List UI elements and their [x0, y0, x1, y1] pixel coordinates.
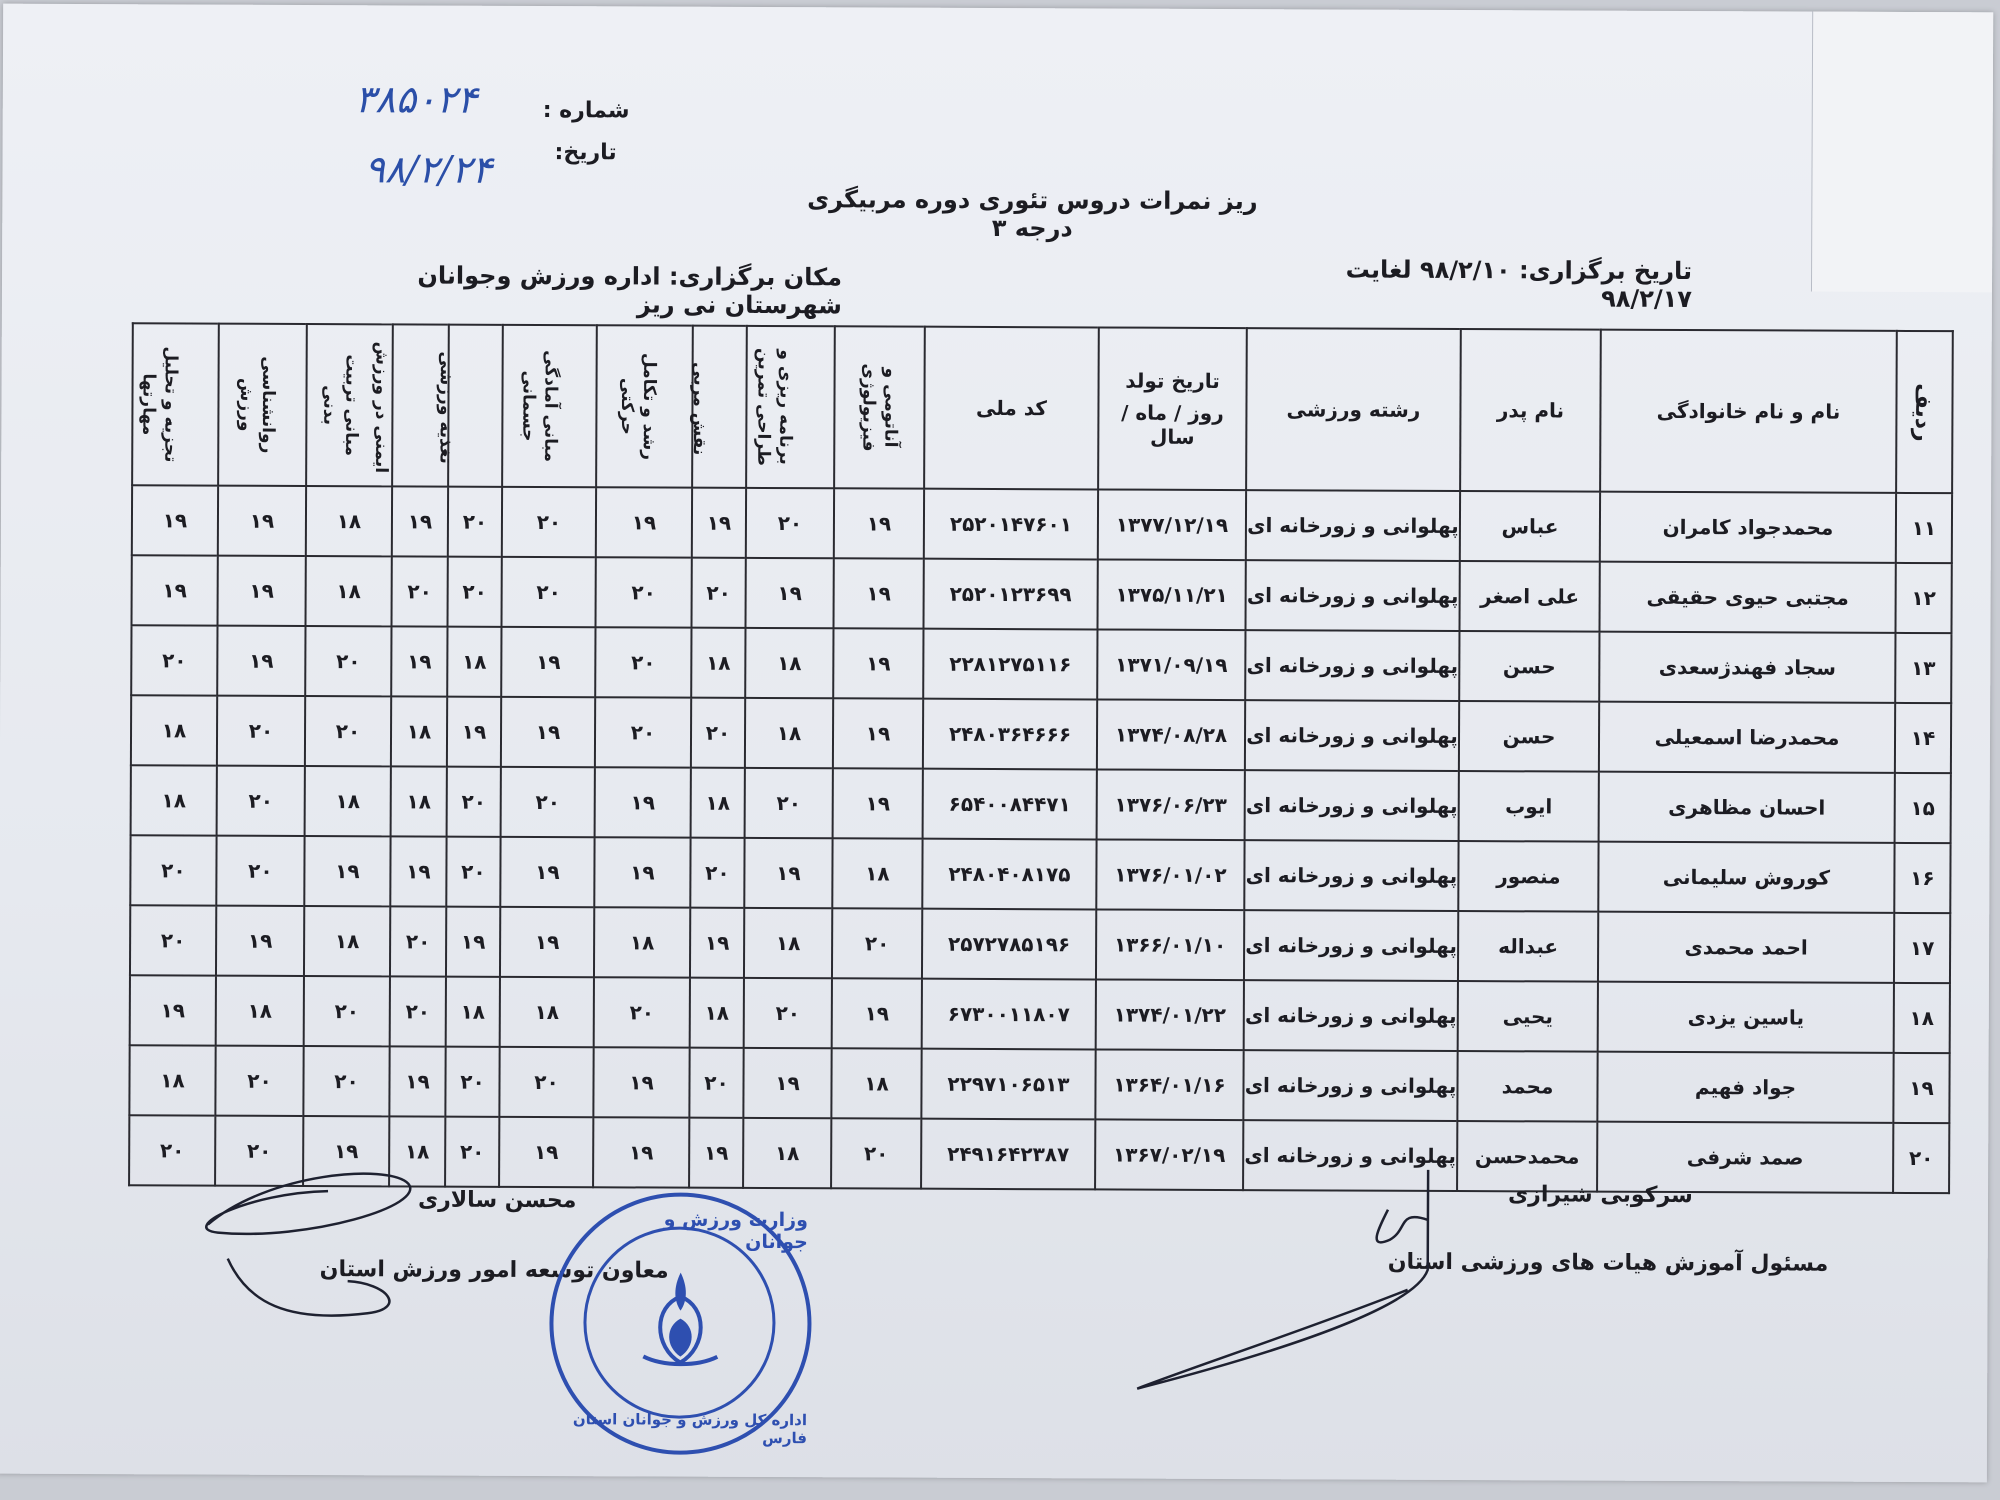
score-cell: ۲۰	[215, 1046, 303, 1116]
score-cell: ۱۸	[690, 978, 744, 1048]
emblem-icon	[633, 1266, 727, 1376]
score-cell: ۱۸	[744, 908, 832, 978]
name-cell: جواد فهیم	[1597, 1052, 1893, 1123]
score-cell: ۲۰	[390, 976, 446, 1046]
name-cell: محمدرضا اسمعیلی	[1599, 702, 1895, 773]
number-label: شماره :	[542, 98, 630, 124]
header-subject: روانشناسی ورزش	[218, 324, 307, 486]
score-cell: ۲۰	[445, 1047, 499, 1117]
score-cell: ۱۹	[593, 1047, 689, 1117]
name-cell: مجتبی حیوی حقیقی	[1599, 562, 1895, 633]
score-cell: ۲۰	[390, 906, 446, 976]
table-row	[131, 625, 1951, 703]
table-row	[131, 695, 1951, 773]
number-handwritten: ۳۸۵۰۲۴	[354, 77, 478, 122]
official-stamp	[549, 1192, 812, 1455]
birth-date-cell: ۱۳۷۴/۰۱/۲۲	[1096, 979, 1244, 1050]
sport-cell: پهلوانی و زورخانه ای	[1244, 840, 1458, 911]
score-cell: ۱۸	[131, 765, 217, 835]
score-cell: ۲۰	[448, 557, 502, 627]
score-cell: ۲۰	[502, 557, 596, 627]
name-cell: سجاد فهندژسعدی	[1599, 632, 1895, 703]
score-cell: ۱۹	[689, 1118, 743, 1188]
row-number-cell: ۱۱	[1896, 493, 1952, 563]
header-subject: تجزیه و تحلیل مهارتها	[132, 323, 219, 485]
score-cell: ۱۸	[129, 1045, 215, 1115]
header-subject: تغذیه ورزشی	[448, 325, 503, 487]
sport-cell: پهلوانی و زورخانه ای	[1245, 630, 1459, 701]
national-id-cell: ۶۷۳۰۰۱۱۸۰۷	[922, 979, 1096, 1050]
score-cell: ۱۸	[306, 486, 392, 556]
row-number-cell: ۱۶	[1894, 843, 1950, 913]
score-cell: ۲۰	[832, 908, 922, 978]
score-cell: ۲۰	[217, 766, 305, 836]
header-subject: آناتومی و فیزیولوژی	[834, 326, 925, 488]
score-cell: ۱۹	[833, 628, 923, 698]
score-cell: ۱۹	[690, 908, 744, 978]
page-title: ریز نمرات دروس تئوری دوره مربیگری درجه ۳	[807, 185, 1258, 243]
father-name-cell: ایوب	[1459, 771, 1599, 842]
score-cell: ۱۹	[218, 486, 306, 556]
score-cell: ۱۹	[833, 558, 923, 628]
row-number-cell: ۱۳	[1895, 633, 1951, 703]
score-cell: ۲۰	[746, 488, 834, 558]
header-father: نام پدر	[1460, 329, 1601, 492]
score-cell: ۱۸	[304, 906, 390, 976]
score-cell: ۲۰	[392, 556, 448, 626]
score-cell: ۲۰	[501, 767, 595, 837]
score-cell: ۱۹	[391, 626, 447, 696]
national-id-cell: ۲۵۲۰۱۴۷۶۰۱	[924, 489, 1098, 560]
score-cell: ۲۰	[690, 838, 744, 908]
header-subject: رشد و تکامل حرکتی	[596, 325, 693, 487]
score-cell: ۲۰	[594, 977, 690, 1047]
table-row	[132, 485, 1952, 563]
name-cell: احسان مظاهری	[1599, 772, 1895, 843]
score-cell: ۱۹	[596, 487, 692, 557]
right-signature	[1127, 1169, 1488, 1401]
score-cell: ۲۰	[689, 1048, 743, 1118]
score-cell: ۱۸	[594, 907, 690, 977]
header-name: نام و نام خانوادگی	[1600, 330, 1897, 493]
sport-cell: پهلوانی و زورخانه ای	[1245, 700, 1459, 771]
header-subject: نقش مربی	[692, 326, 747, 488]
score-cell: ۱۹	[745, 558, 833, 628]
score-cell: ۱۹	[389, 1046, 445, 1116]
row-number-cell: ۱۹	[1893, 1053, 1949, 1123]
score-cell: ۲۰	[445, 1117, 499, 1187]
score-cell: ۱۹	[833, 768, 923, 838]
score-cell: ۲۰	[129, 1115, 215, 1185]
national-id-cell: ۲۵۲۰۱۲۳۶۹۹	[923, 559, 1097, 630]
birth-date-cell: ۱۳۷۷/۱۲/۱۹	[1098, 489, 1246, 560]
score-cell: ۱۹	[744, 838, 832, 908]
score-cell: ۲۰	[304, 976, 390, 1046]
sport-cell: پهلوانی و زورخانه ای	[1243, 1120, 1457, 1191]
row-number-cell: ۱۲	[1895, 563, 1951, 633]
score-cell: ۱۹	[217, 626, 305, 696]
score-cell: ۱۹	[218, 556, 306, 626]
national-id-cell: ۶۵۴۰۰۸۴۴۷۱	[923, 769, 1097, 840]
right-signer-name: سرکوبی شیرازی	[1507, 1182, 1693, 1209]
score-cell: ۲۰	[131, 625, 217, 695]
score-cell: ۱۹	[500, 837, 594, 907]
table-row	[129, 1045, 1949, 1123]
birth-date-cell: ۱۳۶۴/۰۱/۱۶	[1095, 1049, 1243, 1120]
score-cell: ۱۹	[304, 836, 390, 906]
left-signature	[187, 1162, 448, 1323]
score-cell: ۱۹	[390, 836, 446, 906]
score-cell: ۲۰	[305, 696, 391, 766]
sport-cell: پهلوانی و زورخانه ای	[1246, 490, 1460, 561]
sport-cell: پهلوانی و زورخانه ای	[1243, 1050, 1457, 1121]
left-signer-name: محسن سالاری	[417, 1187, 577, 1214]
header-sport: رشته ورزشی	[1246, 328, 1461, 491]
score-cell: ۱۹	[833, 698, 923, 768]
score-cell: ۱۸	[745, 698, 833, 768]
holding-location: مکان برگزاری: اداره ورزش وجوانان شهرستان نی ریز	[417, 261, 843, 320]
right-signer-title: مسئول آموزش هیات های ورزشی استان	[1387, 1249, 1829, 1277]
row-number-cell: ۲۰	[1893, 1123, 1949, 1193]
score-cell: ۱۹	[216, 906, 304, 976]
document-sheet	[0, 4, 1993, 1483]
name-cell: محمدجواد کامران	[1600, 492, 1896, 563]
score-cell: ۱۹	[832, 978, 922, 1048]
score-cell: ۱۸	[305, 766, 391, 836]
score-cell: ۱۸	[691, 768, 745, 838]
table-row	[130, 975, 1950, 1053]
table-row	[132, 555, 1952, 633]
table-header-row	[132, 323, 1953, 493]
header-birth	[1098, 327, 1247, 490]
underlying-paper	[1811, 12, 1993, 293]
header-national-id: کد ملی	[924, 327, 1099, 490]
sport-cell: پهلوانی و زورخانه ای	[1245, 770, 1459, 841]
score-cell: ۱۹	[130, 975, 216, 1045]
score-cell: ۱۸	[446, 977, 500, 1047]
table-body	[129, 485, 1952, 1193]
sport-cell: پهلوانی و زورخانه ای	[1245, 560, 1459, 631]
score-cell: ۲۰	[215, 1116, 303, 1186]
birth-date-cell: ۱۳۷۴/۰۸/۲۸	[1097, 699, 1245, 770]
score-cell: ۱۹	[501, 697, 595, 767]
birth-date-cell: ۱۳۷۱/۰۹/۱۹	[1097, 629, 1245, 700]
score-cell: ۱۹	[303, 1116, 389, 1186]
name-cell: احمد محمدی	[1598, 912, 1894, 983]
left-signer-title: معاون توسعه امور ورزش استان	[319, 1257, 669, 1284]
stamp-top-text: وزارت ورزش و جوانان	[663, 1208, 808, 1254]
table-row	[130, 905, 1950, 983]
row-number-cell: ۱۴	[1895, 703, 1951, 773]
birth-date-cell: ۱۳۶۶/۰۱/۱۰	[1096, 909, 1244, 980]
father-name-cell: حسن	[1459, 631, 1599, 702]
header-subject: برنامه ریزی و طراحی تمرین	[746, 326, 835, 488]
score-cell: ۲۰	[303, 1046, 389, 1116]
score-cell: ۱۸	[131, 695, 217, 765]
header-subject: مبانی تربیت بدنی	[306, 324, 393, 486]
row-number-cell: ۱۸	[1894, 983, 1950, 1053]
header-row-number: ردیف	[1896, 331, 1953, 493]
father-name-cell: یحیی	[1458, 981, 1598, 1052]
score-cell: ۲۰	[448, 487, 502, 557]
score-cell: ۱۹	[446, 907, 500, 977]
grades-table	[128, 322, 1954, 1194]
national-id-cell: ۲۴۸۰۴۰۸۱۷۵	[922, 839, 1096, 910]
score-cell: ۲۰	[692, 558, 746, 628]
score-cell: ۱۸	[691, 628, 745, 698]
score-cell: ۲۰	[691, 698, 745, 768]
national-id-cell: ۲۵۷۲۷۸۵۱۹۶	[922, 909, 1096, 980]
score-cell: ۲۰	[130, 835, 216, 905]
holding-dates: تاریخ برگزاری: ۹۸/۲/۱۰ لغایت ۹۸/۲/۱۷	[1345, 255, 1693, 314]
sport-cell: پهلوانی و زورخانه ای	[1244, 910, 1458, 981]
score-cell: ۲۰	[446, 837, 500, 907]
score-cell: ۱۸	[216, 976, 304, 1046]
header-birth-line2: روز / ماه / سال	[1121, 400, 1224, 449]
score-cell: ۱۸	[743, 1118, 831, 1188]
score-cell: ۲۰	[217, 696, 305, 766]
score-cell: ۱۸	[306, 556, 392, 626]
table-row	[130, 835, 1950, 913]
score-cell: ۲۰	[595, 697, 691, 767]
birth-date-cell: ۱۳۷۵/۱۱/۲۱	[1097, 559, 1245, 630]
name-cell: یاسین یزدی	[1598, 982, 1894, 1053]
date-handwritten: ۹۸/۲/۲۴	[364, 147, 493, 192]
date-label: تاریخ:	[554, 140, 617, 166]
score-cell: ۲۰	[130, 905, 216, 975]
score-cell: ۱۸	[391, 696, 447, 766]
sport-cell: پهلوانی و زورخانه ای	[1244, 980, 1458, 1051]
score-cell: ۱۸	[500, 977, 594, 1047]
score-cell: ۱۸	[831, 1048, 921, 1118]
score-cell: ۲۰	[595, 627, 691, 697]
score-cell: ۱۹	[499, 1117, 593, 1187]
father-name-cell: محمد	[1457, 1051, 1597, 1122]
score-cell: ۱۹	[743, 1048, 831, 1118]
birth-date-cell: ۱۳۶۷/۰۲/۱۹	[1095, 1119, 1243, 1190]
score-cell: ۱۹	[500, 907, 594, 977]
birth-date-cell: ۱۳۷۶/۰۶/۲۳	[1097, 769, 1245, 840]
national-id-cell: ۲۴۹۱۶۴۲۳۸۷	[921, 1119, 1095, 1190]
score-cell: ۱۸	[832, 838, 922, 908]
score-cell: ۱۹	[392, 486, 448, 556]
score-cell: ۱۹	[593, 1117, 689, 1187]
national-id-cell: ۲۴۸۰۳۶۴۶۶۶	[923, 699, 1097, 770]
father-name-cell: عبداله	[1458, 911, 1598, 982]
score-cell: ۲۰	[744, 978, 832, 1048]
father-name-cell: حسن	[1459, 701, 1599, 772]
header-subject: مبانی آمادگی جسمانی	[502, 325, 597, 487]
father-name-cell: منصور	[1458, 841, 1598, 912]
score-cell: ۲۰	[305, 626, 391, 696]
score-cell: ۱۸	[745, 628, 833, 698]
score-cell: ۱۹	[834, 488, 924, 558]
score-cell: ۲۰	[502, 487, 596, 557]
row-number-cell: ۱۷	[1894, 913, 1950, 983]
father-name-cell: عباس	[1460, 491, 1600, 562]
father-name-cell: علی اصغر	[1459, 561, 1599, 632]
score-cell: ۱۹	[501, 627, 595, 697]
father-name-cell: محمدحسن	[1457, 1121, 1597, 1192]
score-cell: ۱۸	[389, 1116, 445, 1186]
score-cell: ۲۰	[596, 557, 692, 627]
score-cell: ۱۹	[132, 555, 218, 625]
header-birth-line1: تاریخ تولد	[1125, 368, 1220, 393]
score-cell: ۲۰	[447, 767, 501, 837]
national-id-cell: ۲۲۸۱۲۷۵۱۱۶	[923, 629, 1097, 700]
name-cell: کوروش سلیمانی	[1598, 842, 1894, 913]
score-cell: ۱۹	[692, 488, 746, 558]
birth-date-cell: ۱۳۷۶/۰۱/۰۲	[1096, 839, 1244, 910]
score-cell: ۲۰	[216, 836, 304, 906]
stamp-bottom-text: اداره کل ورزش و جوانان استان فارس	[572, 1410, 808, 1448]
row-number-cell: ۱۵	[1895, 773, 1951, 843]
score-cell: ۱۹	[447, 697, 501, 767]
score-cell: ۱۸	[447, 627, 501, 697]
score-cell: ۱۸	[391, 766, 447, 836]
score-cell: ۲۰	[831, 1118, 921, 1188]
national-id-cell: ۲۲۹۷۱۰۶۵۱۳	[921, 1049, 1095, 1120]
table-row	[131, 765, 1951, 843]
score-cell: ۲۰	[499, 1047, 593, 1117]
name-cell: صمد شرفی	[1597, 1122, 1893, 1193]
header-subject: ایمنی در ورزش	[392, 324, 449, 486]
score-cell: ۱۹	[595, 767, 691, 837]
score-cell: ۲۰	[745, 768, 833, 838]
score-cell: ۱۹	[594, 837, 690, 907]
score-cell: ۱۹	[132, 485, 218, 555]
